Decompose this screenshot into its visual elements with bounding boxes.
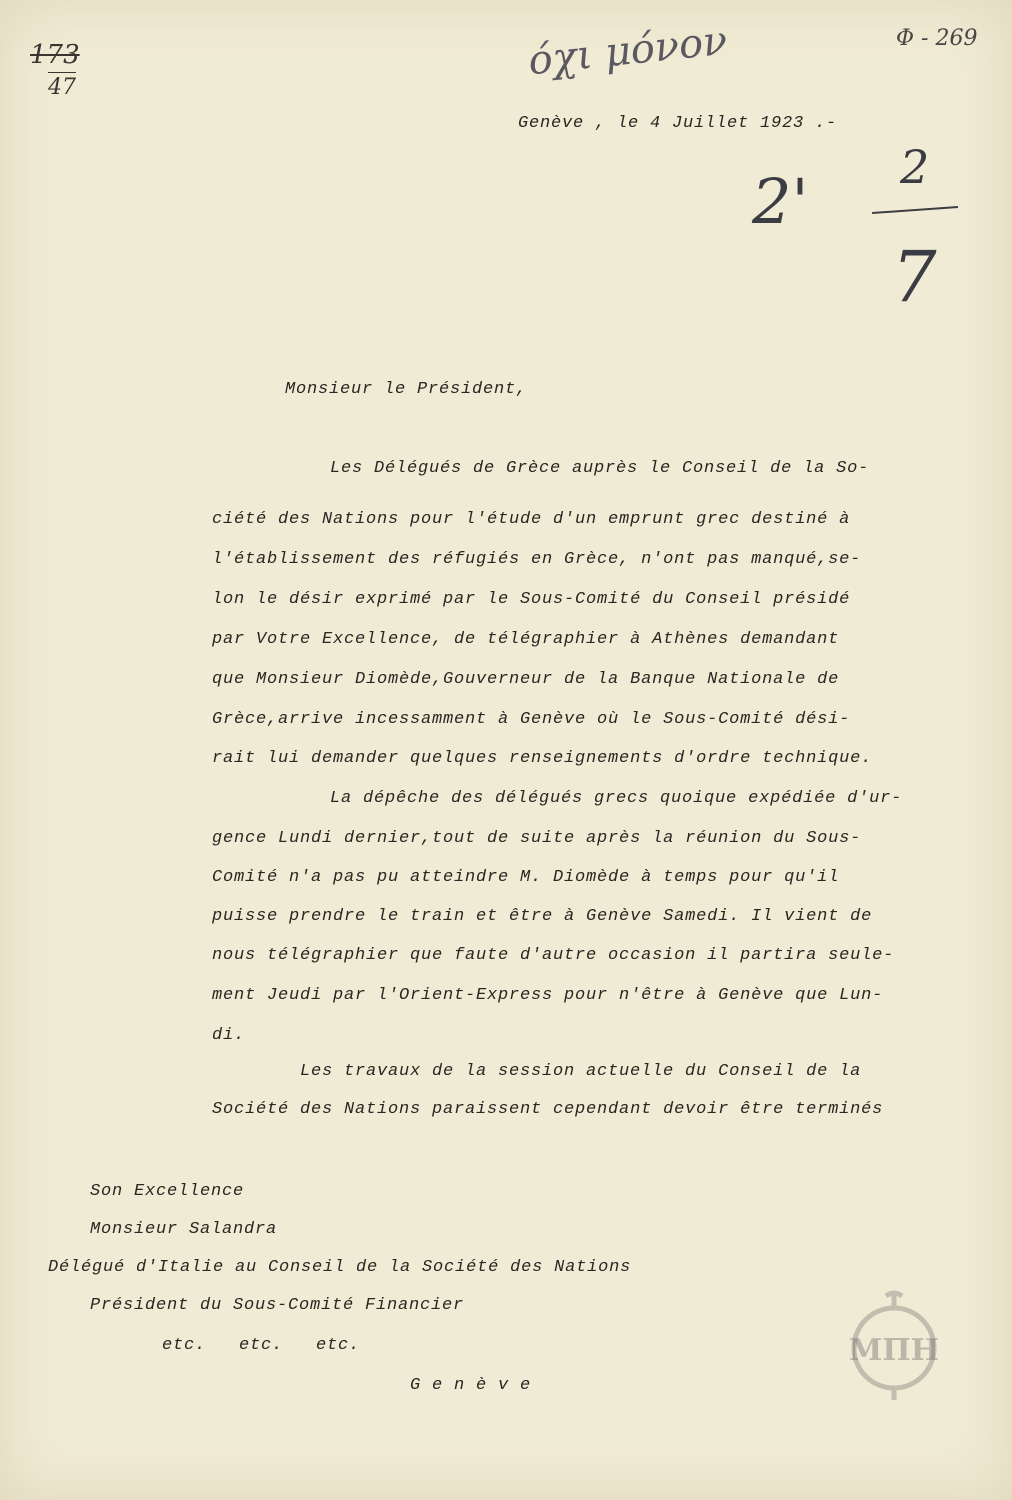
address-line: etc. etc. etc.	[162, 1336, 361, 1355]
body-line: Société des Nations paraissent cependant devoir être terminés	[212, 1100, 884, 1119]
folio-mark-right-top: 2	[900, 140, 930, 194]
address-line: Président du Sous-Comité Financier	[90, 1296, 465, 1315]
body-line: Les travaux de la session actuelle du Conseil de la	[300, 1062, 862, 1081]
reference-code: Φ - 269	[896, 26, 978, 51]
folio-fraction-line	[872, 206, 958, 214]
address-line: G e n è v e	[410, 1376, 532, 1395]
archive-number: 173	[30, 40, 80, 70]
body-line: La dépêche des délégués grecs quoique expédiée d'ur-	[330, 789, 903, 808]
address-line: Délégué d'Italie au Conseil de la Société des Nations	[48, 1258, 632, 1277]
body-line: ment Jeudi par l'Orient-Express pour n'être à Genève que Lun-	[212, 986, 884, 1005]
body-line: que Monsieur Diomède,Gouverneur de la Banque Nationale de	[212, 670, 840, 689]
folio-mark-left: 2'	[752, 165, 809, 238]
body-line: Comité n'a pas pu atteindre M. Diomède à temps pour qu'il	[212, 868, 840, 887]
body-line: Grèce,arrive incessamment à Genève où le Sous-Comité dési-	[212, 710, 851, 729]
body-line: par Votre Excellence, de télégraphier à Athènes demandant	[212, 630, 840, 649]
address-line: Son Excellence	[90, 1182, 245, 1201]
body-line: nous télégraphier que faute d'autre occasion il partira seule-	[212, 946, 895, 965]
folio-mark-right-bottom: 7	[892, 236, 937, 318]
address-line: Monsieur Salandra	[90, 1220, 278, 1239]
archive-stamp	[846, 1290, 942, 1402]
handwritten-note: όχι μόνον	[526, 17, 730, 85]
body-line: Les Délégués de Grèce auprès le Conseil de la So-	[330, 459, 870, 478]
date-line: Genève , le 4 Juillet 1923 .-	[518, 114, 838, 133]
svg-text:ΜΠΗ: ΜΠΗ	[849, 1333, 939, 1368]
body-line: lon le désir exprimé par le Sous-Comité du Conseil présidé	[212, 590, 851, 609]
body-line: l'établissement des réfugiés en Grèce, n'ont pas manqué,se-	[212, 550, 862, 569]
body-line: di.	[212, 1026, 246, 1045]
body-line: gence Lundi dernier,tout de suite après la réunion du Sous-	[212, 829, 862, 848]
body-line: ciété des Nations pour l'étude d'un emprunt grec destiné à	[212, 510, 851, 529]
archive-sub-number: 47	[48, 72, 76, 100]
body-line: rait lui demander quelques renseignements d'ordre technique.	[212, 749, 873, 768]
body-line: puisse prendre le train et être à Genève Samedi. Il vient de	[212, 907, 873, 926]
salutation: Monsieur le Président,	[285, 380, 528, 399]
